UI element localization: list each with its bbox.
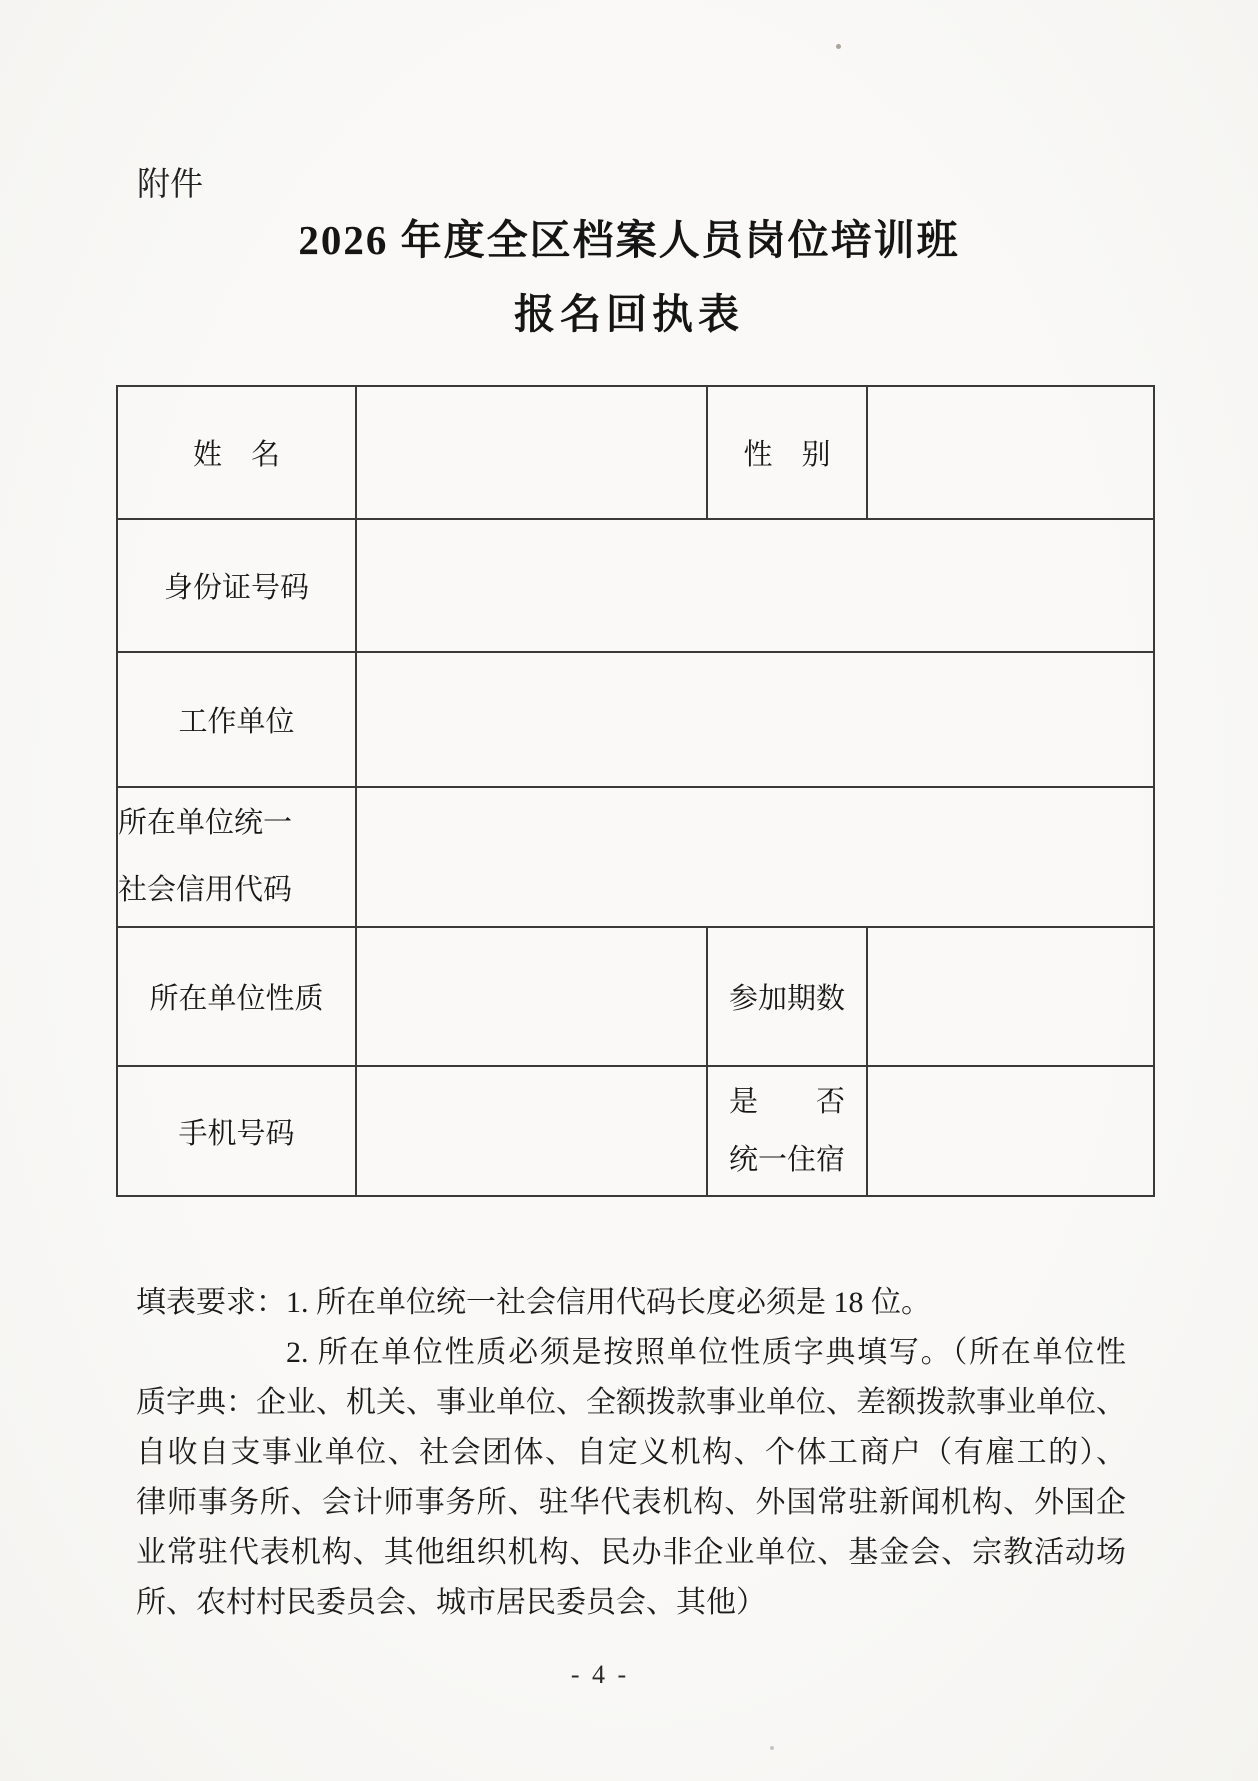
registration-form-table [116, 385, 1155, 1197]
scan-artifact-dot [836, 44, 841, 49]
attachment-label: 附件 [137, 165, 203, 202]
table-row-phone-accommodation [117, 1066, 1154, 1196]
credit-code-label-line2: 社会信用代码 [118, 874, 293, 906]
gender-label: 性 别 [707, 386, 867, 519]
page-number: - 4 - [570, 1660, 630, 1689]
table-row-id-number [117, 519, 1154, 652]
note-line-7: 所、农村村民委员会、城市居民委员会、其他） [136, 1586, 766, 1619]
session-label: 参加期数 [707, 927, 867, 1066]
name-value-cell [356, 386, 707, 519]
table-row-name-gender [117, 386, 1154, 519]
work-unit-label: 工作单位 [117, 652, 356, 787]
credit-code-label [117, 787, 356, 927]
session-value-cell [867, 927, 1154, 1066]
note-line-1: 填表要求：1. 所在单位统一社会信用代码长度必须是 18 位。 [136, 1286, 931, 1319]
accommodation-label-line1: 是 否 [728, 1086, 845, 1118]
scan-artifact-dot [770, 1746, 774, 1750]
note-line-2: 2. 所在单位性质必须是按照单位性质字典填写。（所在单位性 [286, 1336, 1126, 1369]
note-line-3: 质字典：企业、机关、事业单位、全额拨款事业单位、差额拨款事业单位、 [136, 1386, 1126, 1419]
accommodation-label [707, 1066, 867, 1196]
name-label: 姓 名 [117, 386, 356, 519]
id-number-label: 身份证号码 [117, 519, 356, 652]
gender-value-cell [867, 386, 1154, 519]
table-row-credit-code [117, 787, 1154, 927]
unit-type-value-cell [356, 927, 707, 1066]
note-line-4: 自收自支事业单位、社会团体、自定义机构、个体工商户（有雇工的）、 [136, 1436, 1126, 1469]
unit-type-label: 所在单位性质 [117, 927, 356, 1066]
id-number-value-cell [356, 519, 1154, 652]
filling-instructions [136, 1278, 1126, 1628]
table-row-work-unit [117, 652, 1154, 787]
phone-label: 手机号码 [117, 1066, 356, 1196]
work-unit-value-cell [356, 652, 1154, 787]
credit-code-label-line1: 所在单位统一 [118, 807, 293, 839]
credit-code-value-cell [356, 787, 1154, 927]
table-row-unit-type-session [117, 927, 1154, 1066]
document-title-line2: 报名回执表 [514, 291, 744, 337]
note-line-5: 律师事务所、会计师事务所、驻华代表机构、外国常驻新闻机构、外国企 [136, 1486, 1126, 1519]
note-line-6: 业常驻代表机构、其他组织机构、民办非企业单位、基金会、宗教活动场 [136, 1536, 1126, 1569]
accommodation-label-line2: 统一住宿 [728, 1144, 845, 1176]
accommodation-value-cell [867, 1066, 1154, 1196]
phone-value-cell [356, 1066, 707, 1196]
document-title-line1: 2026 年度全区档案人员岗位培训班 [298, 217, 960, 263]
